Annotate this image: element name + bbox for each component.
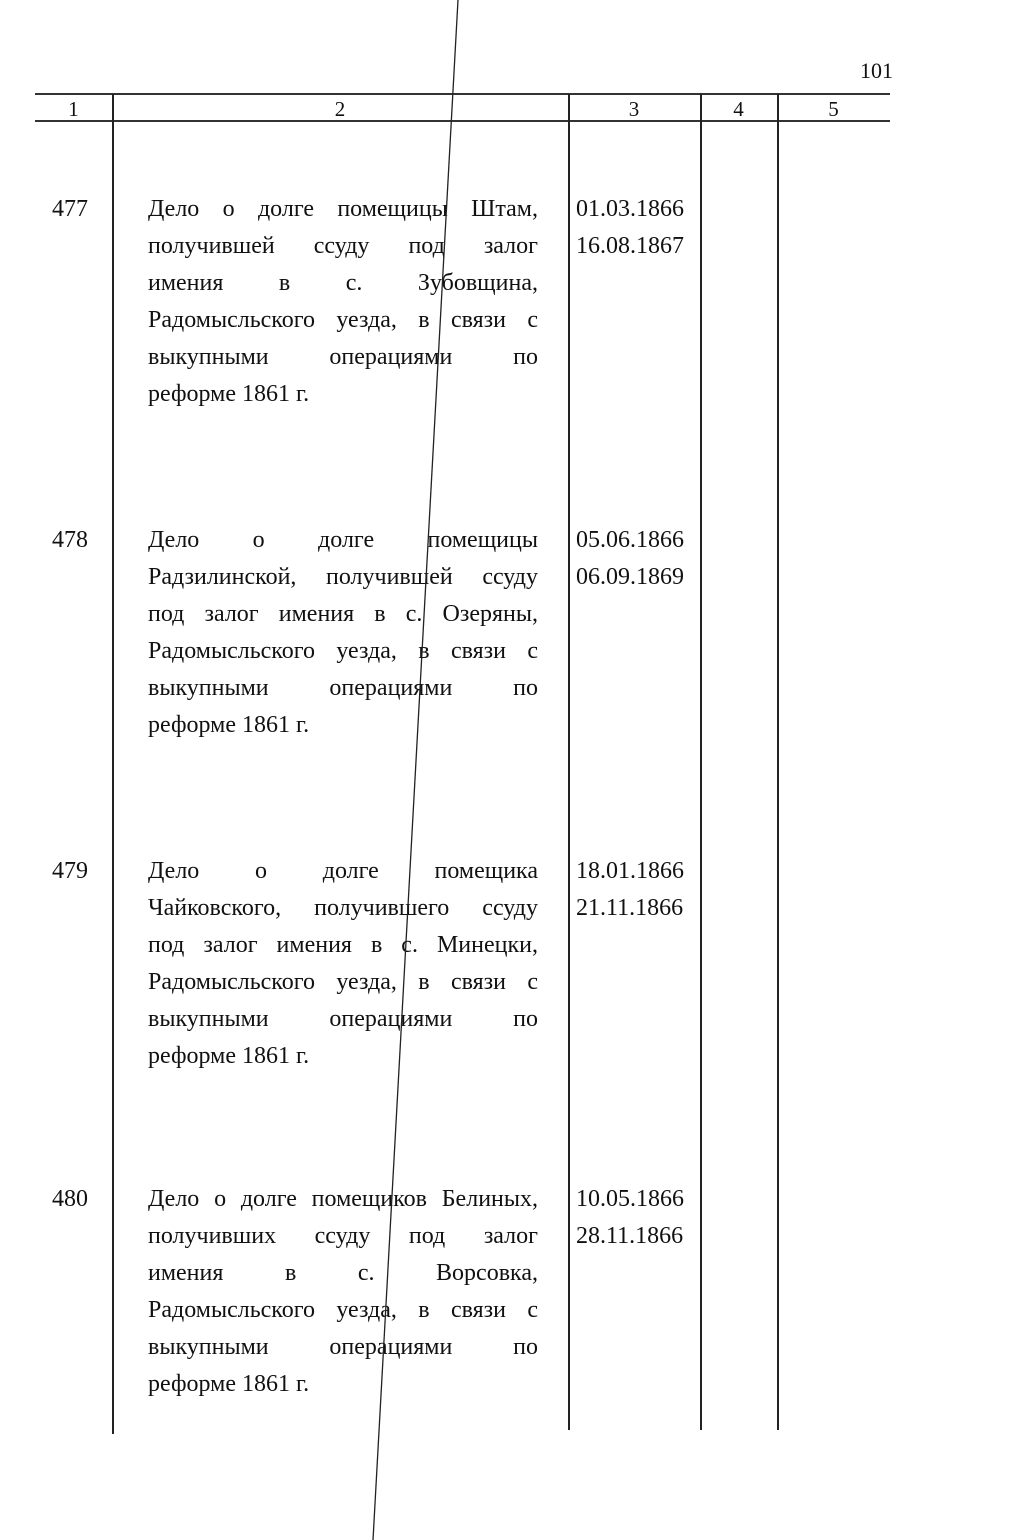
description-line: выкупными операциями по xyxy=(148,1006,538,1032)
description-line: Радомысльского уезда, в связи с xyxy=(148,969,538,995)
column-header-2: 2 xyxy=(334,97,346,121)
column-header-4: 4 xyxy=(733,97,744,121)
description-line: выкупными операциями по xyxy=(148,1334,538,1360)
page-number: 101 xyxy=(860,58,893,83)
description-line: под залог имения в с. Минецки, xyxy=(148,932,538,958)
column-header-5: 5 xyxy=(828,97,839,121)
description-line: Радомысльского уезда, в связи с xyxy=(148,638,538,664)
description-line: получивших ссуду под залог xyxy=(148,1223,538,1249)
description-line: имения в с. Зубовщина, xyxy=(148,270,538,296)
description-line: Радомысльского уезда, в связи с xyxy=(148,1297,538,1323)
description-line: Дело о долге помещиков Белиных, xyxy=(148,1186,538,1212)
end-date: 16.08.1867 xyxy=(576,233,684,259)
description-line: Чайковского, получившего ссуду xyxy=(148,895,538,921)
description-line: под залог имения в с. Озеряны, xyxy=(148,601,538,627)
entry-number: 479 xyxy=(52,858,88,884)
start-date: 05.06.1866 xyxy=(576,527,684,553)
entry-number: 477 xyxy=(52,196,88,222)
description-line: Радзилинской, получившей ссуду xyxy=(148,564,538,590)
end-date: 06.09.1869 xyxy=(576,564,684,590)
start-date: 10.05.1866 xyxy=(576,1186,684,1212)
description-line: Радомысльского уезда, в связи с xyxy=(148,307,538,333)
description-line: Дело о долге помещицы Штам, xyxy=(148,196,538,222)
description-line: реформе 1861 г. xyxy=(148,1043,310,1069)
entry-number: 480 xyxy=(52,1186,88,1212)
description-line: выкупными операциями по xyxy=(148,675,538,701)
entry-number: 478 xyxy=(52,527,88,553)
description-line: получившей ссуду под залог xyxy=(148,233,538,259)
description-line: Дело о долге помещицы xyxy=(148,527,538,553)
start-date: 01.03.1866 xyxy=(576,196,684,222)
description-line: реформе 1861 г. xyxy=(148,381,310,407)
description-line: реформе 1861 г. xyxy=(148,712,310,738)
description-line: реформе 1861 г. xyxy=(148,1371,310,1397)
start-date: 18.01.1866 xyxy=(576,858,684,884)
description-line: имения в с. Ворсовка, xyxy=(148,1260,538,1286)
end-date: 21.11.1866 xyxy=(576,895,684,921)
description-line: Дело о долге помещика xyxy=(148,858,538,884)
column-header-1: 1 xyxy=(68,97,79,121)
column-header-3: 3 xyxy=(628,97,640,121)
description-line: выкупными операциями по xyxy=(148,344,538,370)
end-date: 28.11.1866 xyxy=(576,1223,684,1249)
